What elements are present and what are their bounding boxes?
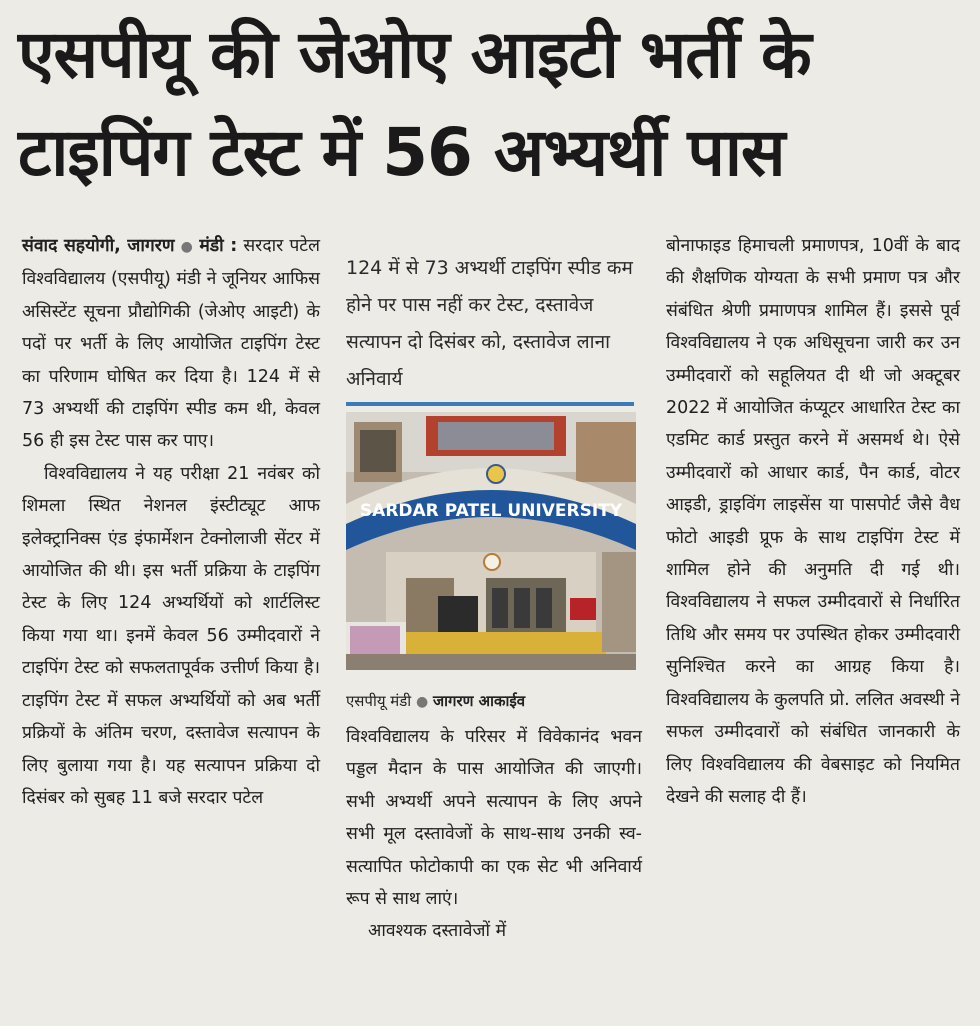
headline-line-1: एसपीयू की जेओए आइटी भर्ती के [18, 16, 811, 93]
headline-line-2: टाइपिंग टेस्ट में 56 अभ्यर्थी पास [18, 114, 785, 191]
article-paragraph: बोनाफाइड हिमाचली प्रमाणपत्र, 10वीं के बाद की शैक्षणिक योग्यता के सभी प्रमाण पत्र और संबंधित श्रेणी प्रमाणपत्र शामिल हैं। इससे पूर्व विश्वविद्यालय ने एक अधिसूचना जारी कर उन उम्मीदवारों को सहूलियत दी थी जो अक्टूबर 2022 में आयोजित कंप्यूटर आधारित टेस्ट का एडमिट कार्ड प्रस्तुत करने में असमर्थ थे। ऐसे उम्मीदवारों को आधार कार्ड, पैन कार्ड, वोटर आइडी, ड्राइविंग लाइसेंस या पासपोर्ट जैसे वैध फोटो आइडी प्रूफ के साथ टाइपिंग टेस्ट में शामिल होने की अनुमति दी गई थी। विश्वविद्यालय ने सफल उम्मीदवारों से निर्धारित तिथि और समय पर उपस्थित होकर उम्मीदवारी सुनिश्चित करने का आग्रह किया है। विश्वविद्यालय के कुलपति प्रो. ललित अवस्थी ने सफल उम्मीदवारों को संबंधित जानकारी के लिए विश्वविद्यालय की वेबसाइट को नियमित देखने की सलाह दी हैं। [666, 236, 960, 807]
byline-place: मंडी : [199, 236, 238, 256]
byline-separator-icon: ● [180, 239, 194, 255]
headline [18, 6, 968, 202]
highlight-blurb: 124 में से 73 अभ्यर्थी टाइपिंग स्पीड कम होने पर पास नहीं कर टेस्ट, दस्तावेज सत्यापन दो दिसंबर को, दस्तावेज लाना अनिवार्य [346, 257, 633, 390]
photo-caption [346, 690, 642, 713]
article-paragraph: आवश्यक दस्तावेजों में [368, 921, 507, 942]
caption-separator-icon: ● [415, 694, 429, 710]
article-paragraph: विश्वविद्यालय के परिसर में विवेकानंद भवन पड्डल मैदान के पास आयोजित की जाएगी। सभी अभ्यर्थी अपने सत्यापन के लिए अपने सभी मूल दस्तावेजों के साथ-साथ उनकी स्व-सत्यापित फोटोकापी का एक सेट भी अनिवार्य रूप से साथ लाएं। [346, 727, 642, 910]
byline: संवाद सहयोगी, जागरण [22, 236, 175, 256]
caption-place: एसपीयू मंडी [346, 692, 412, 710]
university-sign: SARDAR PATEL UNIVERSITY [359, 501, 623, 521]
article-column-1 [22, 230, 320, 814]
article-column-2 [346, 721, 642, 948]
university-building-photo [346, 412, 636, 670]
blurb-rule [346, 402, 634, 406]
caption-agency: जागरण आकाईव [432, 692, 526, 710]
article-column-3 [666, 230, 960, 813]
article-paragraph: विश्वविद्यालय ने यह परीक्षा 21 नवंबर को शिमला स्थित नेशनल इंस्टीट्यूट आफ इलेक्ट्रानिक्स एंड इंफार्मेशन टेक्नोलाजी सेंटर में आयोजित की थी। इस भर्ती प्रक्रिया के टाइपिंग टेस्ट के लिए 124 अभ्यर्थियों को शार्टलिस्ट किया गया था। इनमें केवल 56 उम्मीदवारों ने टाइपिंग टेस्ट को सफलतापूर्वक उत्तीर्ण किया है। टाइपिंग टेस्ट में सफल अभ्यर्थियों को अब भर्ती प्रक्रियों के अंतिम चरण, दस्तावेज सत्यापन के लिए बुलाया गया है। यह सत्यापन प्रक्रिया दो दिसंबर को सुबह 11 बजे सरदार पटेल [22, 463, 320, 808]
article-paragraph: सरदार पटेल विश्वविद्यालय (एसपीयू) मंडी ने जूनियर आफिस असिस्टेंट सूचना प्रौद्योगिकी (जेओए आइटी) के पदों पर भर्ती के लिए आयोजित टाइपिंग टेस्ट का परिणाम घोषित कर दिया है। 124 में से 73 अभ्यर्थी की टाइपिंग स्पीड कम थी, केवल 56 ही इस टेस्ट पास कर पाए। [22, 236, 320, 452]
